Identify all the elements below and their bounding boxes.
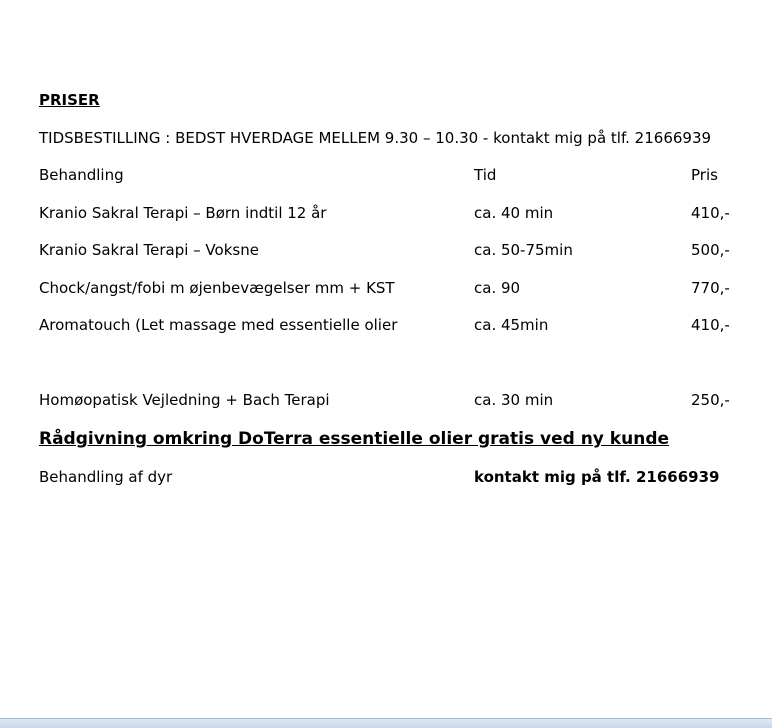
treatment-name: Kranio Sakral Terapi – Børn indtil 12 år bbox=[39, 204, 327, 222]
table-row bbox=[0, 241, 772, 263]
treatment-name: Kranio Sakral Terapi – Voksne bbox=[39, 241, 259, 259]
treatment-name: Aromatouch (Let massage med essentielle olier bbox=[39, 316, 398, 334]
table-row bbox=[0, 204, 772, 226]
table-row bbox=[0, 279, 772, 301]
treatment-time: ca. 40 min bbox=[474, 204, 554, 222]
treatment-time: ca. 90 bbox=[474, 279, 521, 297]
treatment-name: Homøopatisk Vejledning + Bach Terapi bbox=[39, 391, 330, 409]
header-price: Pris bbox=[691, 166, 718, 184]
treatment-price: 500,- bbox=[691, 241, 730, 259]
treatment-price: 410,- bbox=[691, 204, 730, 222]
treatment-price: 250,- bbox=[691, 391, 730, 409]
table-row bbox=[0, 316, 772, 338]
treatment-time: ca. 45min bbox=[474, 316, 549, 334]
treatment-price: 770,- bbox=[691, 279, 730, 297]
treatment-time: ca. 50-75min bbox=[474, 241, 573, 259]
header-time: Tid bbox=[474, 166, 497, 184]
page-heading: PRISER bbox=[39, 91, 100, 109]
table-row bbox=[0, 391, 772, 413]
window-bottom-bar bbox=[0, 718, 772, 728]
table-header-row bbox=[0, 166, 772, 188]
animal-treatment-contact: kontakt mig på tlf. 21666939 bbox=[474, 468, 720, 486]
treatment-price: 410,- bbox=[691, 316, 730, 334]
header-treatment: Behandling bbox=[39, 166, 124, 184]
promo-heading: Rådgivning omkring DoTerra essentielle olier gratis ved ny kunde bbox=[39, 429, 670, 449]
treatment-name: Chock/angst/fobi m øjenbevægelser mm + KST bbox=[39, 279, 395, 297]
treatment-time: ca. 30 min bbox=[474, 391, 554, 409]
booking-info: TIDSBESTILLING : BEDST HVERDAGE MELLEM 9.30 – 10.30 - kontakt mig på tlf. 21666939 bbox=[39, 129, 712, 147]
animal-treatment-label: Behandling af dyr bbox=[39, 468, 173, 486]
